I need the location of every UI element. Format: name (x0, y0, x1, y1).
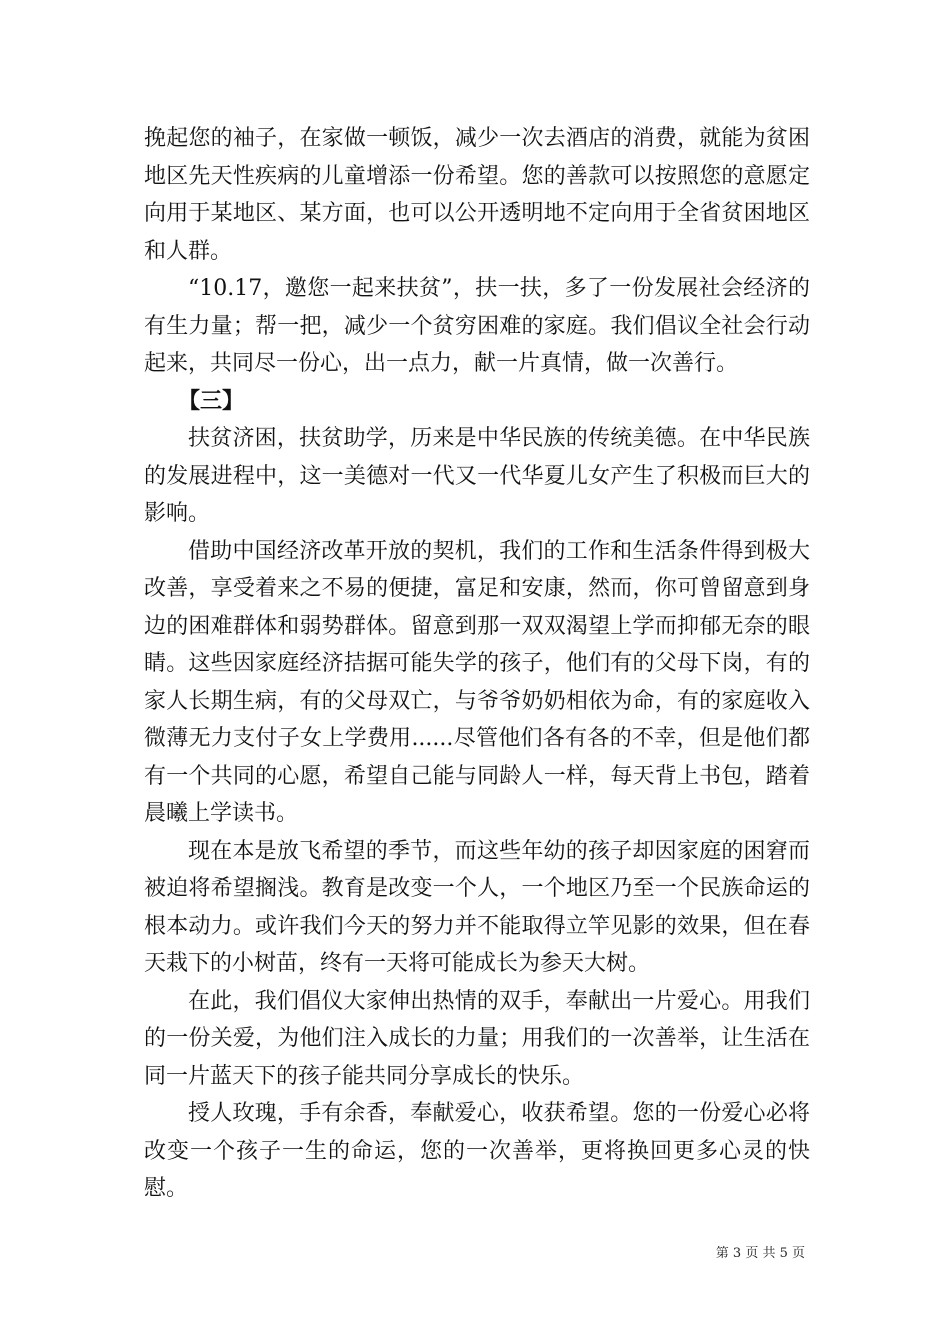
page-number-footer: 第 3 页 共 5 页 (715, 1246, 805, 1261)
paragraph-call-to-action: 在此，我们倡仪大家伸出热情的双手，奉献出一片爱心。用我们的一份关爱，为他们注入成长的力量；用我们的一次善举，让生活在同一片蓝天下的孩子能共同分享成长的快乐。 (144, 988, 810, 1089)
paragraph-roses: 授人玫瑰，手有余香，奉献爱心，收获希望。您的一份爱心必将改变一个孩子一生的命运，您的一次善举，更将换回更多心灵的快慰。 (144, 1101, 810, 1201)
section-heading-three: 【三】 (178, 387, 245, 414)
paragraph-difficult-groups: 借助中国经济改革开放的契机，我们的工作和生活条件得到极大改善，享受着来之不易的便捷，富足和安康，然而，你可曾留意到身边的困难群体和弱势群体。留意到那一双双渴望上学而抑郁无奈的眼睛。这些因家庭经济拮据可能失学的孩子，他们有的父母下岗，有的家人长期生病，有的父母双亡，与爷爷奶奶相依为命，有的家庭收入微薄无力支付子女上学费用......尽管他们各有各的不幸，但是他们都有一个共同的心愿，希望自己能与同龄人一样，每天背上书包，踏着晨曦上学读书。 (144, 538, 810, 826)
document-body (144, 120, 810, 1208)
paragraph-1017-appeal: “10.17，邀您一起来扶贫”，扶一扶，多了一份发展社会经济的有生力量；帮一把，减少一个贫穷困难的家庭。我们倡议全社会行动起来，共同尽一份心，出一点力，献一片真情，做一次善行。 (144, 276, 810, 376)
paragraph-tradition: 扶贫济困，扶贫助学，历来是中华民族的传统美德。在中华民族的发展进程中，这一美德对一代又一代华夏儿女产生了积极而巨大的影响。 (144, 426, 810, 526)
paragraph-hope-season: 现在本是放飞希望的季节，而这些年幼的孩子却因家庭的困窘而被迫将希望搁浅。教育是改变一个人，一个地区乃至一个民族命运的根本动力。或许我们今天的努力并不能取得立竿见影的效果，但在春天栽下的小树苗，终有一天将可能成长为参天大树。 (144, 838, 810, 976)
paragraph-continuation: 挽起您的袖子，在家做一顿饭，减少一次去酒店的消费，就能为贫困地区先天性疾病的儿童增添一份希望。您的善款可以按照您的意愿定向用于某地区、某方面，也可以公开透明地不定向用于全省贫困地区和人群。 (144, 126, 810, 264)
